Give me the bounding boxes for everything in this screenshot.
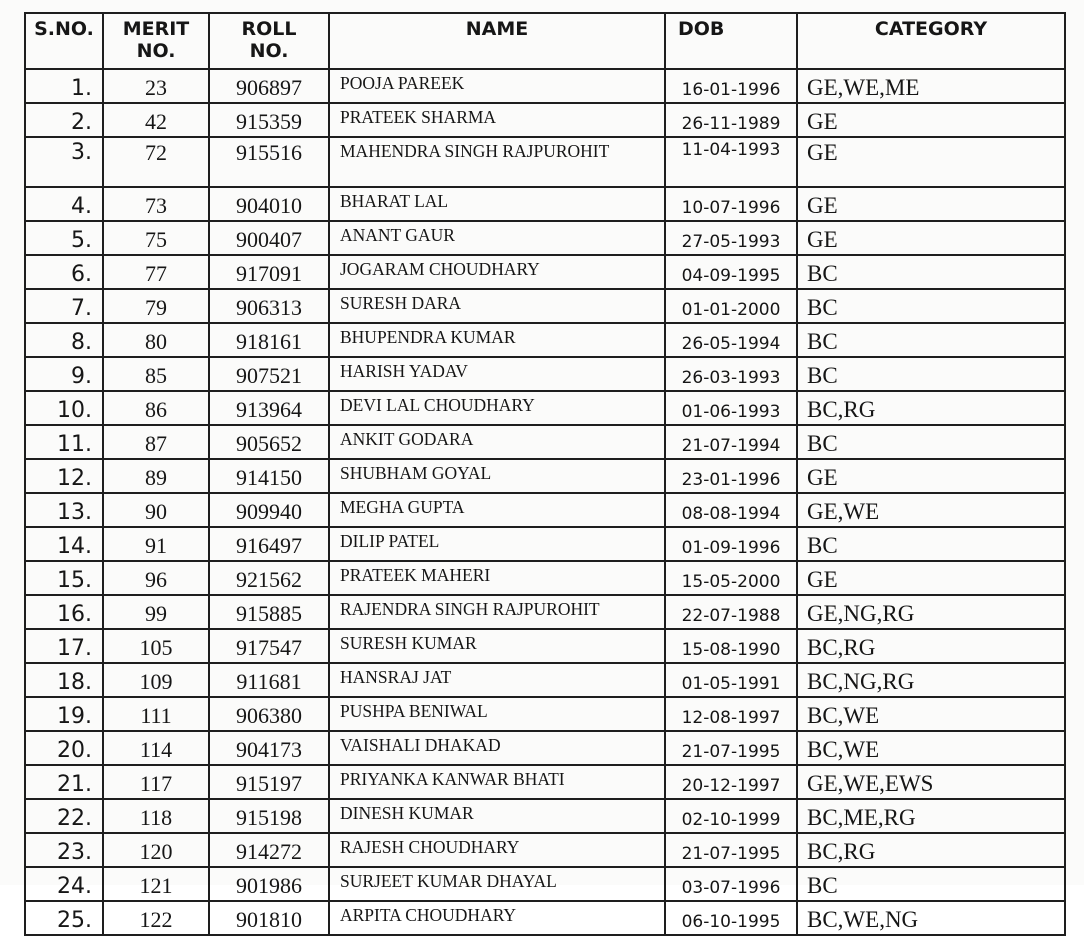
cell-dob: 10-07-1996 [665,187,797,221]
table-row [25,731,1065,765]
cell-dob: 16-01-1996 [665,69,797,103]
cell-merit-no: 118 [103,799,209,833]
cell-roll-no: 906313 [209,289,329,323]
cell-roll-no: 905652 [209,425,329,459]
cell-category: BC,WE [797,697,1065,731]
cell-name: SURESH DARA [329,289,665,323]
table-row [25,103,1065,137]
cell-sno: 1. [25,69,103,103]
cell-roll-no: 915359 [209,103,329,137]
table-row [25,867,1065,901]
cell-category: GE,WE,EWS [797,765,1065,799]
cell-sno: 11. [25,425,103,459]
cell-sno: 3. [25,137,103,187]
cell-merit-no: 117 [103,765,209,799]
table-row [25,323,1065,357]
table-row [25,137,1065,187]
cell-category: BC,WE,NG [797,901,1065,935]
cell-sno: 15. [25,561,103,595]
cell-category: BC [797,425,1065,459]
cell-name: SURJEET KUMAR DHAYAL [329,867,665,901]
cell-merit-no: 120 [103,833,209,867]
cell-category: BC,WE [797,731,1065,765]
cell-sno: 25. [25,901,103,935]
header-name: NAME [329,13,665,69]
cell-sno: 17. [25,629,103,663]
cell-name: HANSRAJ JAT [329,663,665,697]
cell-dob: 11-04-1993 [665,137,797,187]
cell-roll-no: 915197 [209,765,329,799]
cell-name: JOGARAM CHOUDHARY [329,255,665,289]
cell-dob: 06-10-1995 [665,901,797,935]
cell-sno: 14. [25,527,103,561]
cell-sno: 23. [25,833,103,867]
cell-name: RAJENDRA SINGH RAJPUROHIT [329,595,665,629]
cell-roll-no: 913964 [209,391,329,425]
header-roll-no: ROLL NO. [209,13,329,69]
cell-category: BC [797,527,1065,561]
table-row [25,493,1065,527]
cell-name: PRATEEK MAHERI [329,561,665,595]
cell-sno: 10. [25,391,103,425]
cell-name: DILIP PATEL [329,527,665,561]
cell-merit-no: 109 [103,663,209,697]
cell-name: ARPITA CHOUDHARY [329,901,665,935]
table-row [25,69,1065,103]
cell-sno: 18. [25,663,103,697]
cell-roll-no: 918161 [209,323,329,357]
cell-roll-no: 917091 [209,255,329,289]
table-row [25,901,1065,935]
table-row [25,527,1065,561]
cell-merit-no: 85 [103,357,209,391]
cell-roll-no: 909940 [209,493,329,527]
cell-sno: 21. [25,765,103,799]
header-category: CATEGORY [797,13,1065,69]
merit-list-sheet [24,12,1064,936]
table-row [25,187,1065,221]
cell-name: PRATEEK SHARMA [329,103,665,137]
cell-category: GE,WE,ME [797,69,1065,103]
table-row [25,289,1065,323]
merit-list-table [24,12,1066,936]
cell-roll-no: 906380 [209,697,329,731]
cell-category: BC,RG [797,391,1065,425]
cell-merit-no: 121 [103,867,209,901]
cell-merit-no: 77 [103,255,209,289]
cell-merit-no: 99 [103,595,209,629]
cell-dob: 20-12-1997 [665,765,797,799]
table-row [25,561,1065,595]
cell-dob: 21-07-1995 [665,833,797,867]
cell-name: BHARAT LAL [329,187,665,221]
table-row [25,765,1065,799]
table-row [25,425,1065,459]
cell-roll-no: 904010 [209,187,329,221]
cell-roll-no: 911681 [209,663,329,697]
cell-category: GE [797,459,1065,493]
cell-merit-no: 122 [103,901,209,935]
cell-sno: 16. [25,595,103,629]
cell-sno: 5. [25,221,103,255]
cell-roll-no: 901810 [209,901,329,935]
cell-sno: 6. [25,255,103,289]
header-sno: S.NO. [25,13,103,69]
cell-category: BC,NG,RG [797,663,1065,697]
cell-sno: 8. [25,323,103,357]
table-body [25,69,1065,935]
cell-sno: 13. [25,493,103,527]
cell-name: RAJESH CHOUDHARY [329,833,665,867]
cell-merit-no: 87 [103,425,209,459]
cell-dob: 04-09-1995 [665,255,797,289]
cell-name: ANKIT GODARA [329,425,665,459]
cell-name: DEVI LAL CHOUDHARY [329,391,665,425]
cell-merit-no: 89 [103,459,209,493]
cell-dob: 01-05-1991 [665,663,797,697]
cell-merit-no: 79 [103,289,209,323]
table-row [25,697,1065,731]
cell-name: HARISH YADAV [329,357,665,391]
cell-dob: 01-01-2000 [665,289,797,323]
cell-name: SHUBHAM GOYAL [329,459,665,493]
cell-name: BHUPENDRA KUMAR [329,323,665,357]
cell-merit-no: 73 [103,187,209,221]
cell-category: BC,RG [797,833,1065,867]
cell-sno: 19. [25,697,103,731]
cell-name: MEGHA GUPTA [329,493,665,527]
cell-dob: 12-08-1997 [665,697,797,731]
cell-name: SURESH KUMAR [329,629,665,663]
cell-roll-no: 907521 [209,357,329,391]
table-row [25,833,1065,867]
cell-sno: 7. [25,289,103,323]
cell-roll-no: 906897 [209,69,329,103]
cell-merit-no: 111 [103,697,209,731]
cell-roll-no: 904173 [209,731,329,765]
cell-dob: 26-11-1989 [665,103,797,137]
cell-dob: 01-06-1993 [665,391,797,425]
cell-merit-no: 42 [103,103,209,137]
cell-merit-no: 114 [103,731,209,765]
cell-category: GE [797,187,1065,221]
cell-category: BC [797,357,1065,391]
cell-roll-no: 914272 [209,833,329,867]
cell-sno: 20. [25,731,103,765]
table-row [25,799,1065,833]
cell-sno: 12. [25,459,103,493]
cell-dob: 26-05-1994 [665,323,797,357]
cell-name: PRIYANKA KANWAR BHATI [329,765,665,799]
header-dob: DOB [665,13,797,69]
cell-sno: 4. [25,187,103,221]
cell-merit-no: 23 [103,69,209,103]
header-merit-no: MERIT NO. [103,13,209,69]
cell-category: BC [797,323,1065,357]
cell-sno: 2. [25,103,103,137]
cell-name: POOJA PAREEK [329,69,665,103]
cell-roll-no: 917547 [209,629,329,663]
cell-name: DINESH KUMAR [329,799,665,833]
cell-roll-no: 900407 [209,221,329,255]
cell-category: GE [797,137,1065,187]
cell-roll-no: 916497 [209,527,329,561]
cell-dob: 03-07-1996 [665,867,797,901]
cell-category: GE,NG,RG [797,595,1065,629]
cell-dob: 15-08-1990 [665,629,797,663]
cell-category: GE [797,221,1065,255]
cell-name: VAISHALI DHAKAD [329,731,665,765]
cell-dob: 01-09-1996 [665,527,797,561]
table-row [25,663,1065,697]
cell-dob: 15-05-2000 [665,561,797,595]
table-row [25,595,1065,629]
cell-roll-no: 915885 [209,595,329,629]
cell-roll-no: 915198 [209,799,329,833]
cell-sno: 9. [25,357,103,391]
table-row [25,255,1065,289]
table-row [25,221,1065,255]
cell-roll-no: 914150 [209,459,329,493]
cell-merit-no: 75 [103,221,209,255]
cell-sno: 22. [25,799,103,833]
cell-category: GE,WE [797,493,1065,527]
cell-category: BC [797,289,1065,323]
cell-dob: 02-10-1999 [665,799,797,833]
cell-name: PUSHPA BENIWAL [329,697,665,731]
cell-category: GE [797,103,1065,137]
table-row [25,629,1065,663]
cell-merit-no: 96 [103,561,209,595]
cell-merit-no: 90 [103,493,209,527]
cell-merit-no: 86 [103,391,209,425]
table-row [25,459,1065,493]
cell-roll-no: 915516 [209,137,329,187]
table-row [25,357,1065,391]
cell-roll-no: 921562 [209,561,329,595]
cell-dob: 21-07-1994 [665,425,797,459]
cell-merit-no: 80 [103,323,209,357]
cell-dob: 21-07-1995 [665,731,797,765]
cell-name: MAHENDRA SINGH RAJPUROHIT [329,137,665,187]
header-row [25,13,1065,69]
cell-dob: 23-01-1996 [665,459,797,493]
cell-category: BC [797,867,1065,901]
cell-merit-no: 91 [103,527,209,561]
cell-name: ANANT GAUR [329,221,665,255]
cell-merit-no: 72 [103,137,209,187]
cell-merit-no: 105 [103,629,209,663]
cell-category: BC,ME,RG [797,799,1065,833]
cell-category: GE [797,561,1065,595]
cell-roll-no: 901986 [209,867,329,901]
cell-dob: 08-08-1994 [665,493,797,527]
cell-dob: 22-07-1988 [665,595,797,629]
cell-dob: 26-03-1993 [665,357,797,391]
cell-category: BC,RG [797,629,1065,663]
cell-sno: 24. [25,867,103,901]
table-row [25,391,1065,425]
cell-category: BC [797,255,1065,289]
cell-dob: 27-05-1993 [665,221,797,255]
